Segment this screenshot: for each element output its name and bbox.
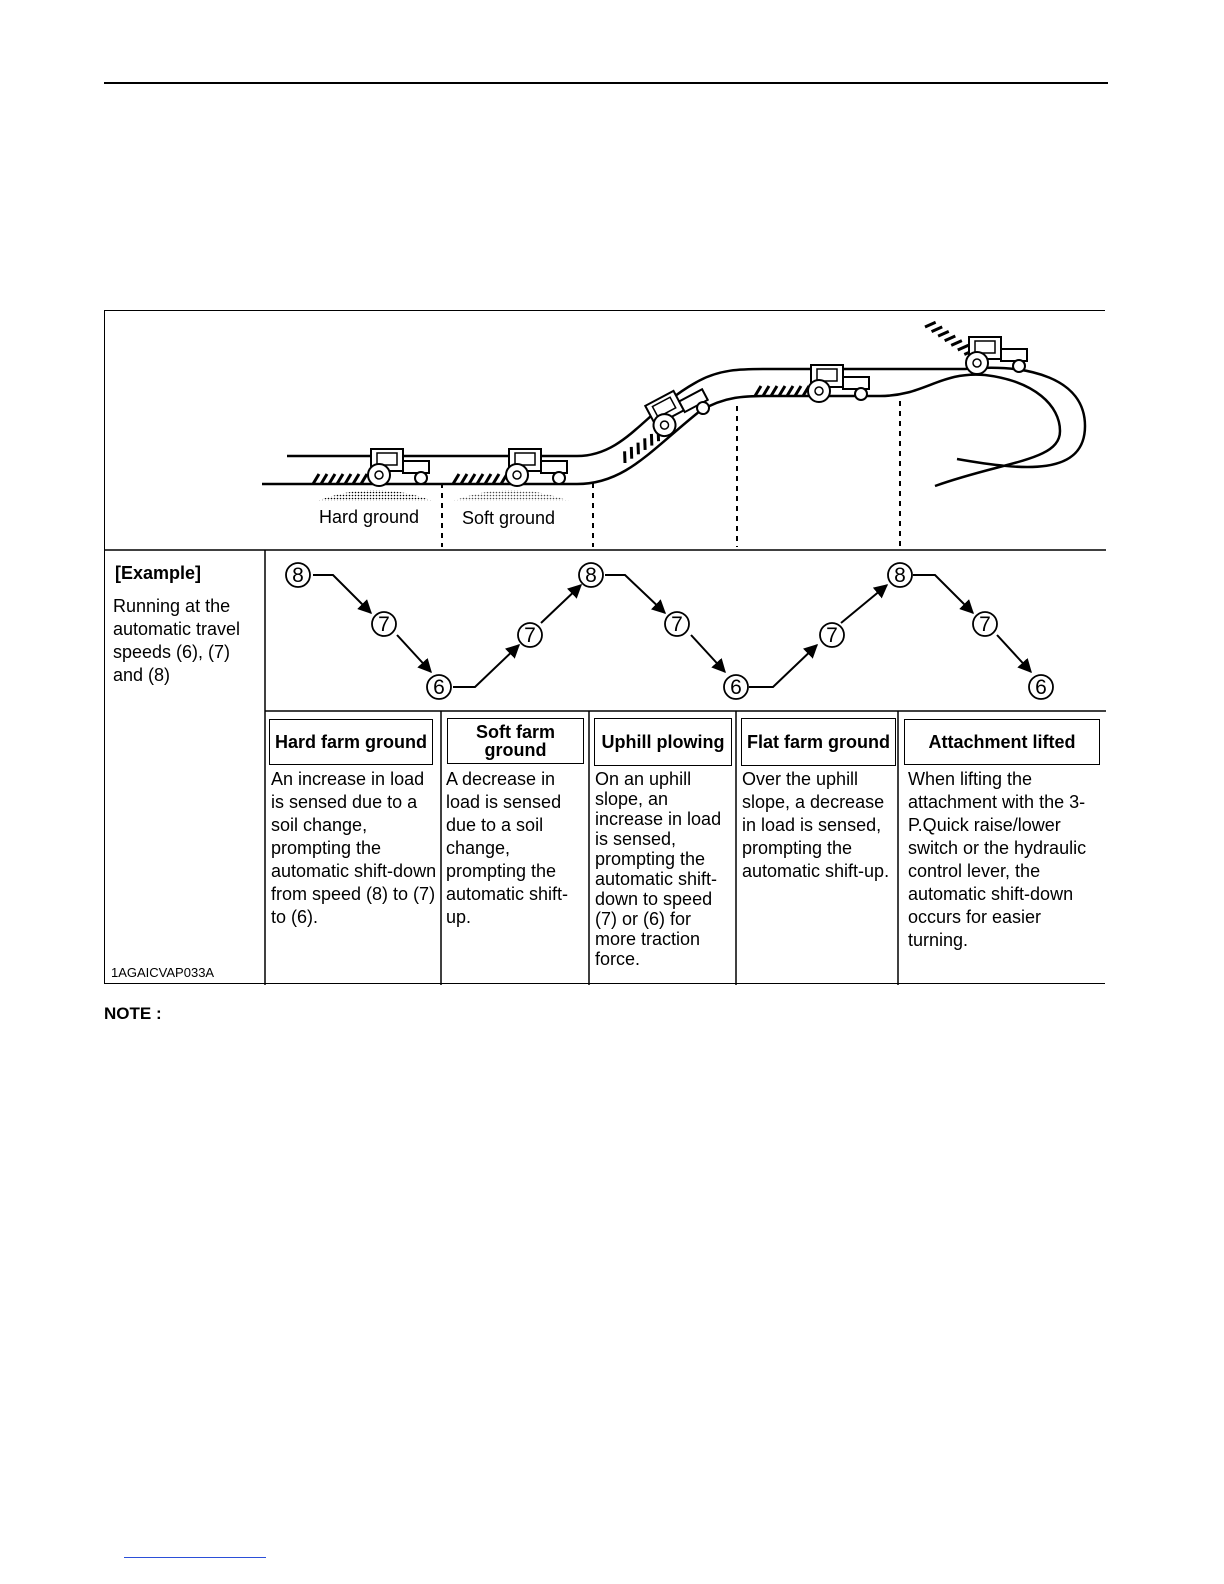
heading-hard-farm-ground: Hard farm ground [269,719,433,765]
note-label: NOTE : [104,1004,162,1023]
heading-uphill-plowing: Uphill plowing [594,718,732,766]
speed-circle-6 [427,675,451,699]
svg-text:6: 6 [730,676,742,699]
text-soft-farm-ground: A decrease in load is sensed due to a soil change, prompting the automatic shift-up. [446,769,569,927]
svg-text:8: 8 [585,564,597,587]
speed-circle-7 [665,612,689,636]
speed-circle-7 [372,612,396,636]
example-title: [Example] [115,563,202,583]
svg-text:7: 7 [979,613,991,636]
speed-circle-7 [518,623,542,647]
svg-text:6: 6 [433,676,445,699]
svg-text:8: 8 [894,564,906,587]
svg-text:7: 7 [378,613,390,636]
top-rule [104,82,1108,84]
heading-flat-farm-ground: Flat farm ground [741,718,896,766]
text-hard-farm-ground: An increase in load is sensed due to a soil change, prompting the automatic shift-down from speed (8) to (7) to (6). [271,769,437,927]
speed-circle-8 [888,563,912,587]
svg-text:7: 7 [524,624,536,647]
heading-soft-farm-ground: Soft farm ground [447,718,584,764]
speed-circle-7 [820,623,844,647]
svg-text:7: 7 [826,624,838,647]
speed-circle-7 [973,612,997,636]
auto-shift-figure [104,310,1105,984]
figure-code: 1AGAICVAP033A [111,965,215,980]
speed-circle-6 [724,675,748,699]
speed-circle-8 [579,563,603,587]
text-uphill-plowing: On an uphill slope, an increase in load is sensed, prompting the automatic shift-down to speed (7) or (6) for more traction force. [595,769,722,969]
hard-ground-label: Hard ground [319,507,420,527]
example-text: Running at the automatic travel speeds (6), (7) and (8) [113,596,241,685]
svg-text:7: 7 [671,613,683,636]
bottom-link-underline [124,1557,266,1558]
svg-text:6: 6 [1035,676,1047,699]
speed-circle-6 [1029,675,1053,699]
text-attachment-lifted: When lifting the attachment with the 3-P.Quick raise/lower switch or the hydraulic control lever, the automatic shift-down occurs for easier turning. [908,769,1087,950]
heading-attachment-lifted: Attachment lifted [904,719,1100,765]
text-flat-farm-ground: Over the uphill slope, a decrease in load is sensed, prompting the automatic shift-up. [742,769,890,881]
svg-text:8: 8 [292,564,304,587]
speed-circle-8 [286,563,310,587]
soft-ground-label: Soft ground [462,508,556,528]
